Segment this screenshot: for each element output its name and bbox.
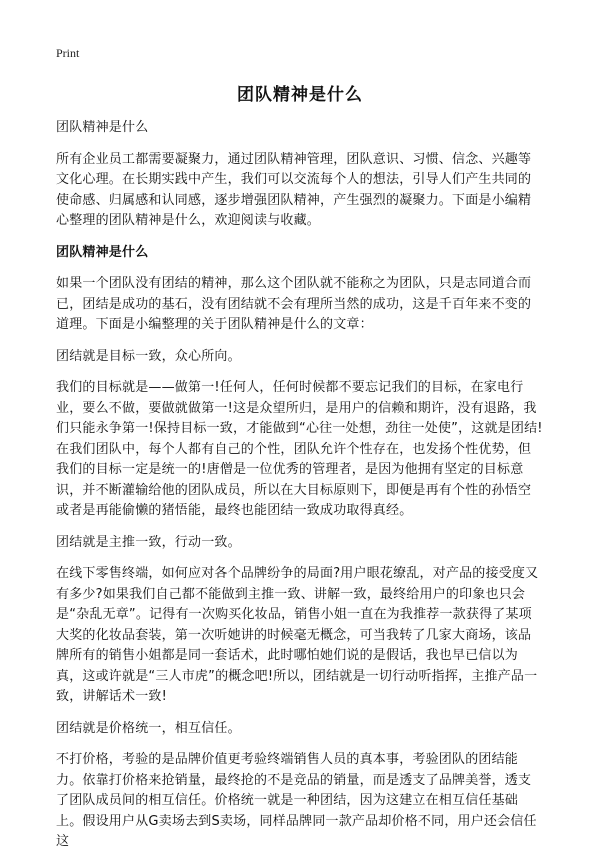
page-title: 团队精神是什么 bbox=[237, 85, 363, 105]
paragraph-intro-heading: 团队精神是什么 bbox=[56, 120, 149, 135]
paragraph: 我们的目标就是——做第一!任何人，任何时候都不要忘记我们的目标，在家电行业，要么不做，要做就做第一!这是众望所归，是用户的信赖和期许，没有退路，我们只能永争第一!保持目标一致，才能做到“心往一处想，劲往一处使”，这就是团结!在我们团队中，每个人都有自己的个性，团队允许个性存在，也发扬个性优势，但我们的目标一定是统一的!唐僧是一位优秀的管理者，是因为他拥有坚定的目标意识，并不断灌输给他的团队成员，所以在大目标原则下，即便是再有个性的孙悟空或者是再能偷懒的猪悟能，最终也能团结一致成功取得真经。 bbox=[56, 380, 543, 518]
section-heading: 团队精神是什么 bbox=[56, 244, 149, 260]
paragraph-subheading: 团结就是价格统一，相互信任。 bbox=[56, 720, 241, 736]
article-body bbox=[56, 118, 544, 864]
print-link[interactable]: Print bbox=[56, 46, 80, 60]
paragraph-subheading: 团结就是主推一致，行动一致。 bbox=[56, 534, 241, 550]
paragraph: 所有企业员工都需要凝聚力，通过团队精神管理，团队意识、习惯、信念、兴趣等文化心理。在长期实践中产生，我们可以交流每个人的想法，引导人们产生共同的使命感、归属感和认同感，逐步增强团队精神，产生强烈的凝聚力。下面是小编精心整理的团队精神是什么，欢迎阅读与收藏。 bbox=[56, 151, 532, 228]
paragraph: 在线下零售终端，如何应对各个品牌纷争的局面?用户眼花缭乱，对产品的接受度又有多少?如果我们自己都不能做到主推一致、讲解一致，最终给用户的印象也只会是“杂乱无章”。记得有一次购买化妆品，销售小姐一直在为我推荐一款获得了某项大奖的化妆品套装，第一次听她讲的时候毫无概念，可当我转了几家大商场，该品牌所有的销售小姐都是同一套话术，此时哪怕她们说的是假话，我也早已信以为真，这或许就是“三人市虎”的概念吧!所以，团结就是一切行动听指挥，主推产品一致，讲解话术一致! bbox=[56, 566, 539, 704]
paragraph: 不打价格，考验的是品牌价值更考验终端销售人员的真本事，考验团队的团结能力。依靠打价格来抢销量，最终抢的不是竞品的销量，而是透支了品牌美誉，透支了团队成员间的相互信任。价格统一就是一种团结，因为这建立在相互信任基础上。假设用户从G卖场去到S卖场，同样品牌同一款产品却价格不同，用户还会信任这 bbox=[56, 752, 537, 849]
paragraph: 如果一个团队没有团结的精神，那么这个团队就不能称之为团队，只是志同道合而已，团结是成功的基石，没有团结就不会有理所当然的成功，这是千百年来不变的道理。下面是小编整理的关于团队精神是什么的文章： bbox=[56, 276, 532, 332]
paragraph-subheading: 团结就是目标一致，众心所向。 bbox=[56, 348, 241, 364]
